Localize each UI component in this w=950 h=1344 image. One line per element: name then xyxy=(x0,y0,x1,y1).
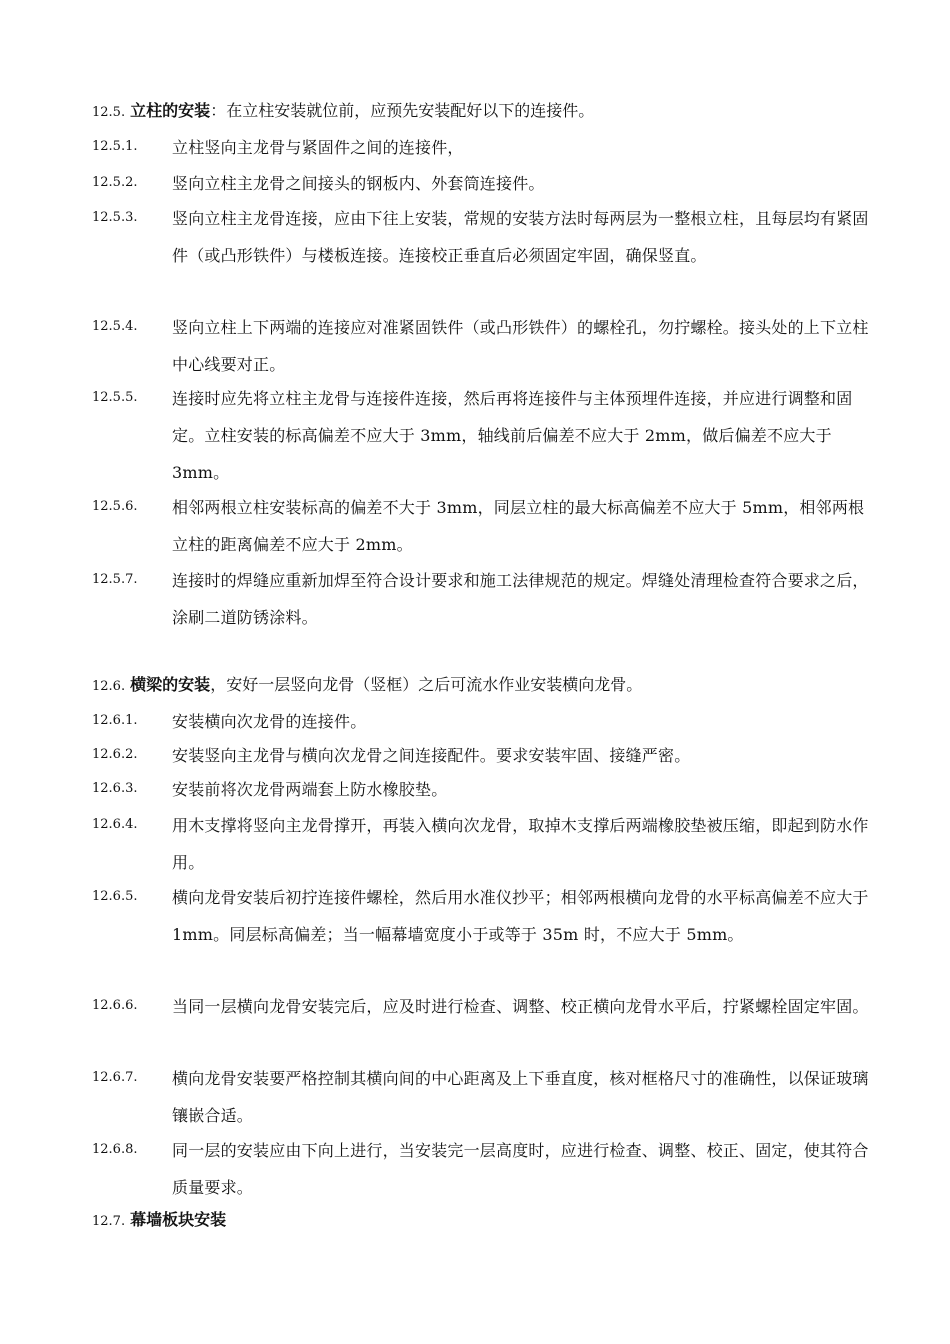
item-number: 12.6.1. xyxy=(92,713,138,728)
item-text: 用木支撑将竖向主龙骨撑开，再装入横向次龙骨，取掉木支撑后两端橡胶垫被压缩，即起到防水作用。 xyxy=(172,816,869,872)
item-number: 12.6.2. xyxy=(92,747,138,762)
item-number: 12.5.5. xyxy=(92,390,138,405)
item-text: 安装竖向主龙骨与横向次龙骨之间连接配件。要求安装牢固、接缝严密。 xyxy=(172,746,691,765)
item-number: 12.5.1. xyxy=(92,139,138,154)
item-text: 连接时应先将立柱主龙骨与连接件连接，然后再将连接件与主体预埋件连接，并应进行调整和固定。立柱安装的标高偏差不应大于 3mm，轴线前后偏差不应大于 2mm，做后偏差不应大于 3mm。 xyxy=(172,389,853,482)
item-number: 12.5.7. xyxy=(92,572,138,587)
item-number: 12.6.7. xyxy=(92,1070,138,1085)
item-text: 安装前将次龙骨两端套上防水橡胶垫。 xyxy=(172,780,448,799)
section-heading-12-5 xyxy=(92,101,880,123)
item-text: 当同一层横向龙骨安装完后，应及时进行检查、调整、校正横向龙骨水平后，拧紧螺栓固定牢固。 xyxy=(172,997,869,1016)
section-title: 幕墙板块安装 xyxy=(130,1210,227,1229)
section-title: 横梁的安装 xyxy=(130,675,211,694)
section-number: 12.5. xyxy=(92,105,126,120)
section-heading-12-7 xyxy=(92,1210,880,1232)
item-text: 竖向立柱上下两端的连接应对准紧固铁件（或凸形铁件）的螺栓孔，勿拧螺栓。接头处的上下立柱中心线要对正。 xyxy=(172,318,869,374)
item-number: 12.5.2. xyxy=(92,175,138,190)
item-text: 立柱竖向主龙骨与紧固件之间的连接件， xyxy=(172,138,464,157)
item-number: 12.6.6. xyxy=(92,998,138,1013)
item-number: 12.5.6. xyxy=(92,499,138,514)
section-number: 12.6. xyxy=(92,679,126,694)
item-number: 12.6.4. xyxy=(92,817,138,832)
item-number: 12.5.3. xyxy=(92,210,138,225)
section-title: 立柱的安装 xyxy=(130,101,211,120)
item-text: 竖向立柱主龙骨连接，应由下往上安装，常规的安装方法时每两层为一整根立柱，且每层均有紧固件（或凸形铁件）与楼板连接。连接校正垂直后必须固定牢固，确保竖直。 xyxy=(172,209,869,265)
item-text: 相邻两根立柱安装标高的偏差不大于 3mm，同层立柱的最大标高偏差不应大于 5mm，相邻两根立柱的距离偏差不应大于 2mm。 xyxy=(172,498,865,554)
item-number: 12.6.5. xyxy=(92,889,138,904)
section-heading-12-6 xyxy=(92,675,880,697)
section-intro: ，安好一层竖向龙骨（竖框）之后可流水作业安装横向龙骨。 xyxy=(210,675,643,694)
item-number: 12.6.8. xyxy=(92,1142,138,1157)
section-intro: ：在立柱安装就位前，应预先安装配好以下的连接件。 xyxy=(210,101,595,120)
item-text: 安装横向次龙骨的连接件。 xyxy=(172,712,367,731)
item-text: 竖向立柱主龙骨之间接头的钢板内、外套筒连接件。 xyxy=(172,174,545,193)
item-text: 同一层的安装应由下向上进行，当安装完一层高度时，应进行检查、调整、校正、固定，使其符合质量要求。 xyxy=(172,1141,869,1197)
section-number: 12.7. xyxy=(92,1214,126,1229)
item-text: 横向龙骨安装后初拧连接件螺栓，然后用水准仪抄平；相邻两根横向龙骨的水平标高偏差不应大于 1mm。同层标高偏差；当一幅幕墙宽度小于或等于 35m 时，不应大于 5mm。 xyxy=(172,888,869,944)
item-number: 12.5.4. xyxy=(92,319,138,334)
item-text: 连接时的焊缝应重新加焊至符合设计要求和施工法律规范的规定。焊缝处清理检查符合要求之后，涂刷二道防锈涂料。 xyxy=(172,571,869,627)
item-text: 横向龙骨安装要严格控制其横向间的中心距离及上下垂直度，核对框格尺寸的准确性，以保证玻璃镶嵌合适。 xyxy=(172,1069,869,1125)
item-number: 12.6.3. xyxy=(92,781,138,796)
